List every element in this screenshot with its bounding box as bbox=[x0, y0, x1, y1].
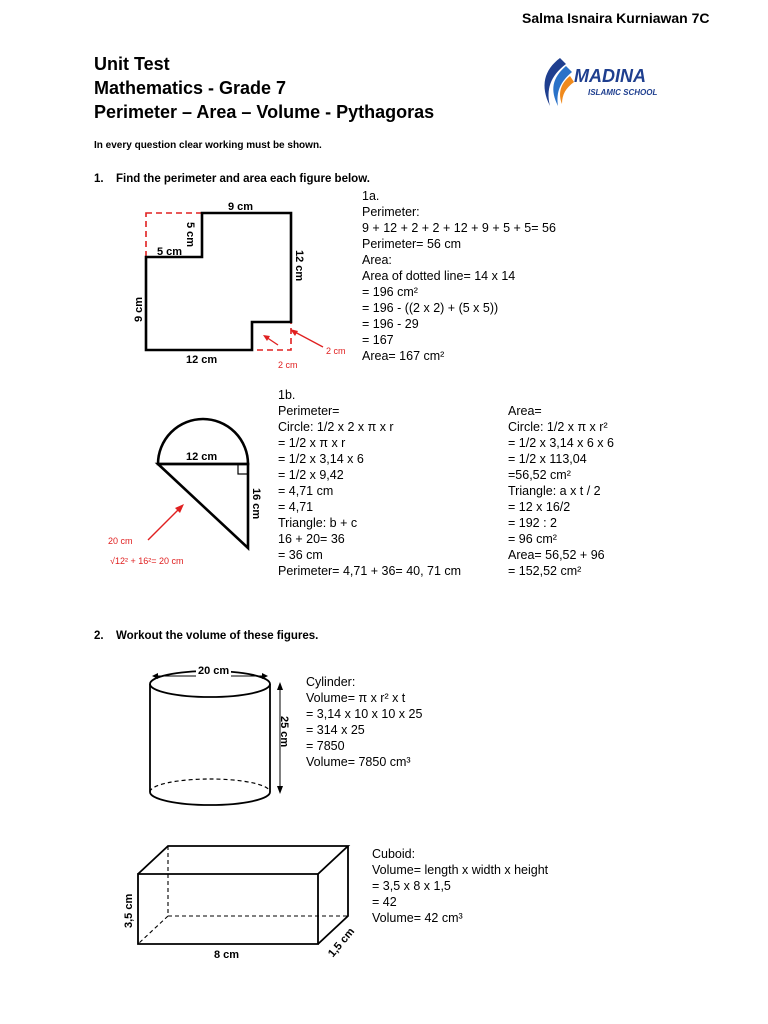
label-1b-pythagoras: √12² + 16²= 20 cm bbox=[110, 556, 184, 566]
sol1b-perimeter-line: = 1/2 x 3,14 x 6 bbox=[278, 452, 364, 466]
sol1b-area-line: = 1/2 x 113,04 bbox=[508, 452, 587, 466]
sol1b-area-line: Area= bbox=[508, 404, 542, 418]
solution-cylinder bbox=[306, 674, 422, 770]
cuboid-solution-line: = 3,5 x 8 x 1,5 bbox=[372, 879, 451, 893]
sol1a-line: Area= 167 cm² bbox=[362, 349, 445, 363]
sol1a-line: 9 + 12 + 2 + 2 + 12 + 9 + 5 + 5= 56 bbox=[362, 221, 556, 235]
solution-cuboid bbox=[372, 846, 548, 926]
sol1b-perimeter-line: Triangle: b + c bbox=[278, 516, 358, 530]
sol1b-perimeter-line: = 4,71 bbox=[278, 500, 314, 514]
sol1b-perimeter-line: Perimeter= 4,71 + 36= 40, 71 cm bbox=[278, 564, 462, 578]
question-2-text: Workout the volume of these figures. bbox=[116, 630, 319, 642]
question-2-number: 2. bbox=[94, 630, 104, 642]
sol1b-area-line: = 12 x 16/2 bbox=[508, 500, 571, 514]
cuboid-front-face bbox=[138, 874, 318, 944]
cuboid-hidden-diagonal bbox=[138, 916, 168, 944]
hypotenuse-arrow-icon bbox=[144, 500, 189, 545]
title-line-3: Perimeter – Area – Volume - Pythagoras bbox=[94, 102, 435, 122]
cylinder-solution-line: Cylinder: bbox=[306, 675, 356, 689]
figure-cylinder bbox=[140, 662, 290, 822]
figure-cuboid bbox=[130, 838, 360, 958]
cuboid-solution-line: Cuboid: bbox=[372, 847, 416, 861]
cylinder-solution-line: = 314 x 25 bbox=[306, 723, 365, 737]
sol1a-line: = 167 bbox=[362, 333, 394, 347]
sol1b-area-line: = 152,52 cm² bbox=[508, 564, 582, 578]
cylinder-solution-line: Volume= 7850 cm³ bbox=[306, 755, 411, 769]
cylinder-solution-line: = 7850 bbox=[306, 739, 345, 753]
sol1b-area-line: = 192 : 2 bbox=[508, 516, 557, 530]
notch-arrow-1-head bbox=[263, 335, 270, 341]
label-1a-notch-height: 2 cm bbox=[278, 360, 298, 370]
sol1a-line: Perimeter: bbox=[362, 205, 420, 219]
cuboid-solution-line: Volume= 42 cm³ bbox=[372, 911, 463, 925]
compound-shape bbox=[146, 213, 291, 350]
label-1a-left: 9 cm bbox=[133, 296, 145, 322]
cuboid-top-face bbox=[138, 846, 348, 874]
label-cuboid-length: 8 cm bbox=[214, 949, 240, 961]
label-1a-bottom: 12 cm bbox=[186, 354, 218, 366]
height-arrow-bottom bbox=[277, 786, 283, 794]
label-1b-hypotenuse: 20 cm bbox=[108, 536, 133, 546]
cuboid-solution-line: = 42 bbox=[372, 895, 397, 909]
label-cylinder-diameter: 20 cm bbox=[198, 665, 230, 677]
sol1b-perimeter-line: Perimeter= bbox=[278, 404, 340, 418]
label-1b-diameter: 12 cm bbox=[186, 451, 218, 463]
label-1a-right: 12 cm bbox=[293, 250, 305, 282]
sol1a-line: Perimeter= 56 cm bbox=[362, 237, 461, 251]
right-angle-marker bbox=[238, 464, 248, 474]
sol1b-area-line: = 1/2 x 3,14 x 6 x 6 bbox=[508, 436, 614, 450]
sol1b-area-line: = 96 cm² bbox=[508, 532, 557, 546]
cylinder-solution-line: Volume= π x r² x t bbox=[306, 691, 406, 705]
label-cuboid-height: 3,5 cm bbox=[123, 893, 135, 928]
label-1a-notch-width: 2 cm bbox=[326, 346, 346, 356]
cuboid-hidden-edges bbox=[168, 846, 348, 916]
sol1a-line: = 196 - 29 bbox=[362, 317, 419, 331]
question-1 bbox=[94, 173, 370, 185]
sol1a-line: Area: bbox=[362, 253, 392, 267]
title-line-1: Unit Test bbox=[94, 54, 170, 74]
solution-1a bbox=[362, 188, 556, 364]
question-1-number: 1. bbox=[94, 173, 104, 185]
sol1b-area-line: Circle: 1/2 x π x r² bbox=[508, 420, 608, 434]
label-cylinder-height: 25 cm bbox=[278, 716, 290, 748]
cuboid-solution-line: Volume= length x width x height bbox=[372, 863, 549, 877]
label-1a-top: 9 cm bbox=[228, 201, 254, 213]
solution-1b-perimeter bbox=[278, 387, 461, 579]
cylinder-bottom-back bbox=[150, 779, 270, 792]
sol1a-line: = 196 - ((2 x 2) + (5 x 5)) bbox=[362, 301, 499, 315]
label-1a-step-vertical: 5 cm bbox=[184, 222, 196, 248]
sol1b-perimeter-line: = 36 cm bbox=[278, 548, 323, 562]
sol1b-perimeter-line: 1b. bbox=[278, 388, 296, 402]
logo-name: MADINA bbox=[574, 66, 646, 86]
label-cuboid-depth: 1,5 cm bbox=[326, 925, 358, 960]
notch-arrow-2 bbox=[293, 331, 323, 347]
question-1-text: Find the perimeter and area each figure below. bbox=[116, 173, 370, 185]
logo-swoosh-icon bbox=[536, 56, 576, 112]
instruction-text: In every question clear working must be shown. bbox=[94, 140, 322, 151]
sol1a-line: 1a. bbox=[362, 189, 380, 203]
sol1b-perimeter-line: Circle: 1/2 x 2 x π x r bbox=[278, 420, 394, 434]
sol1b-area-line: =56,52 cm² bbox=[508, 468, 571, 482]
height-arrow-top bbox=[277, 682, 283, 690]
sol1b-perimeter-line: = 4,71 cm bbox=[278, 484, 334, 498]
label-1a-step-horizontal: 5 cm bbox=[157, 246, 183, 258]
question-2 bbox=[94, 630, 318, 642]
sol1b-area-line: Triangle: a x t / 2 bbox=[508, 484, 601, 498]
cylinder-solution-line: = 3,14 x 10 x 10 x 25 bbox=[306, 707, 423, 721]
dotted-bounding-square bbox=[146, 213, 291, 350]
logo-subtitle: ISLAMIC SCHOOL bbox=[588, 88, 658, 97]
label-1b-height: 16 cm bbox=[250, 488, 262, 520]
figure-1a bbox=[140, 205, 355, 370]
sol1b-perimeter-line: = 1/2 x π x r bbox=[278, 436, 346, 450]
author-name: Salma Isnaira Kurniawan 7C bbox=[522, 10, 710, 26]
sol1b-perimeter-line: = 1/2 x 9,42 bbox=[278, 468, 344, 482]
title-line-2: Mathematics - Grade 7 bbox=[94, 78, 287, 98]
sol1a-line: Area of dotted line= 14 x 14 bbox=[362, 269, 516, 283]
sol1b-perimeter-line: 16 + 20= 36 bbox=[278, 532, 345, 546]
sol1a-line: = 196 cm² bbox=[362, 285, 418, 299]
sol1b-area-line: Area= 56,52 + 96 bbox=[508, 548, 605, 562]
solution-1b-area bbox=[508, 403, 614, 579]
school-logo bbox=[536, 56, 676, 112]
cylinder-bottom-front bbox=[150, 792, 270, 805]
